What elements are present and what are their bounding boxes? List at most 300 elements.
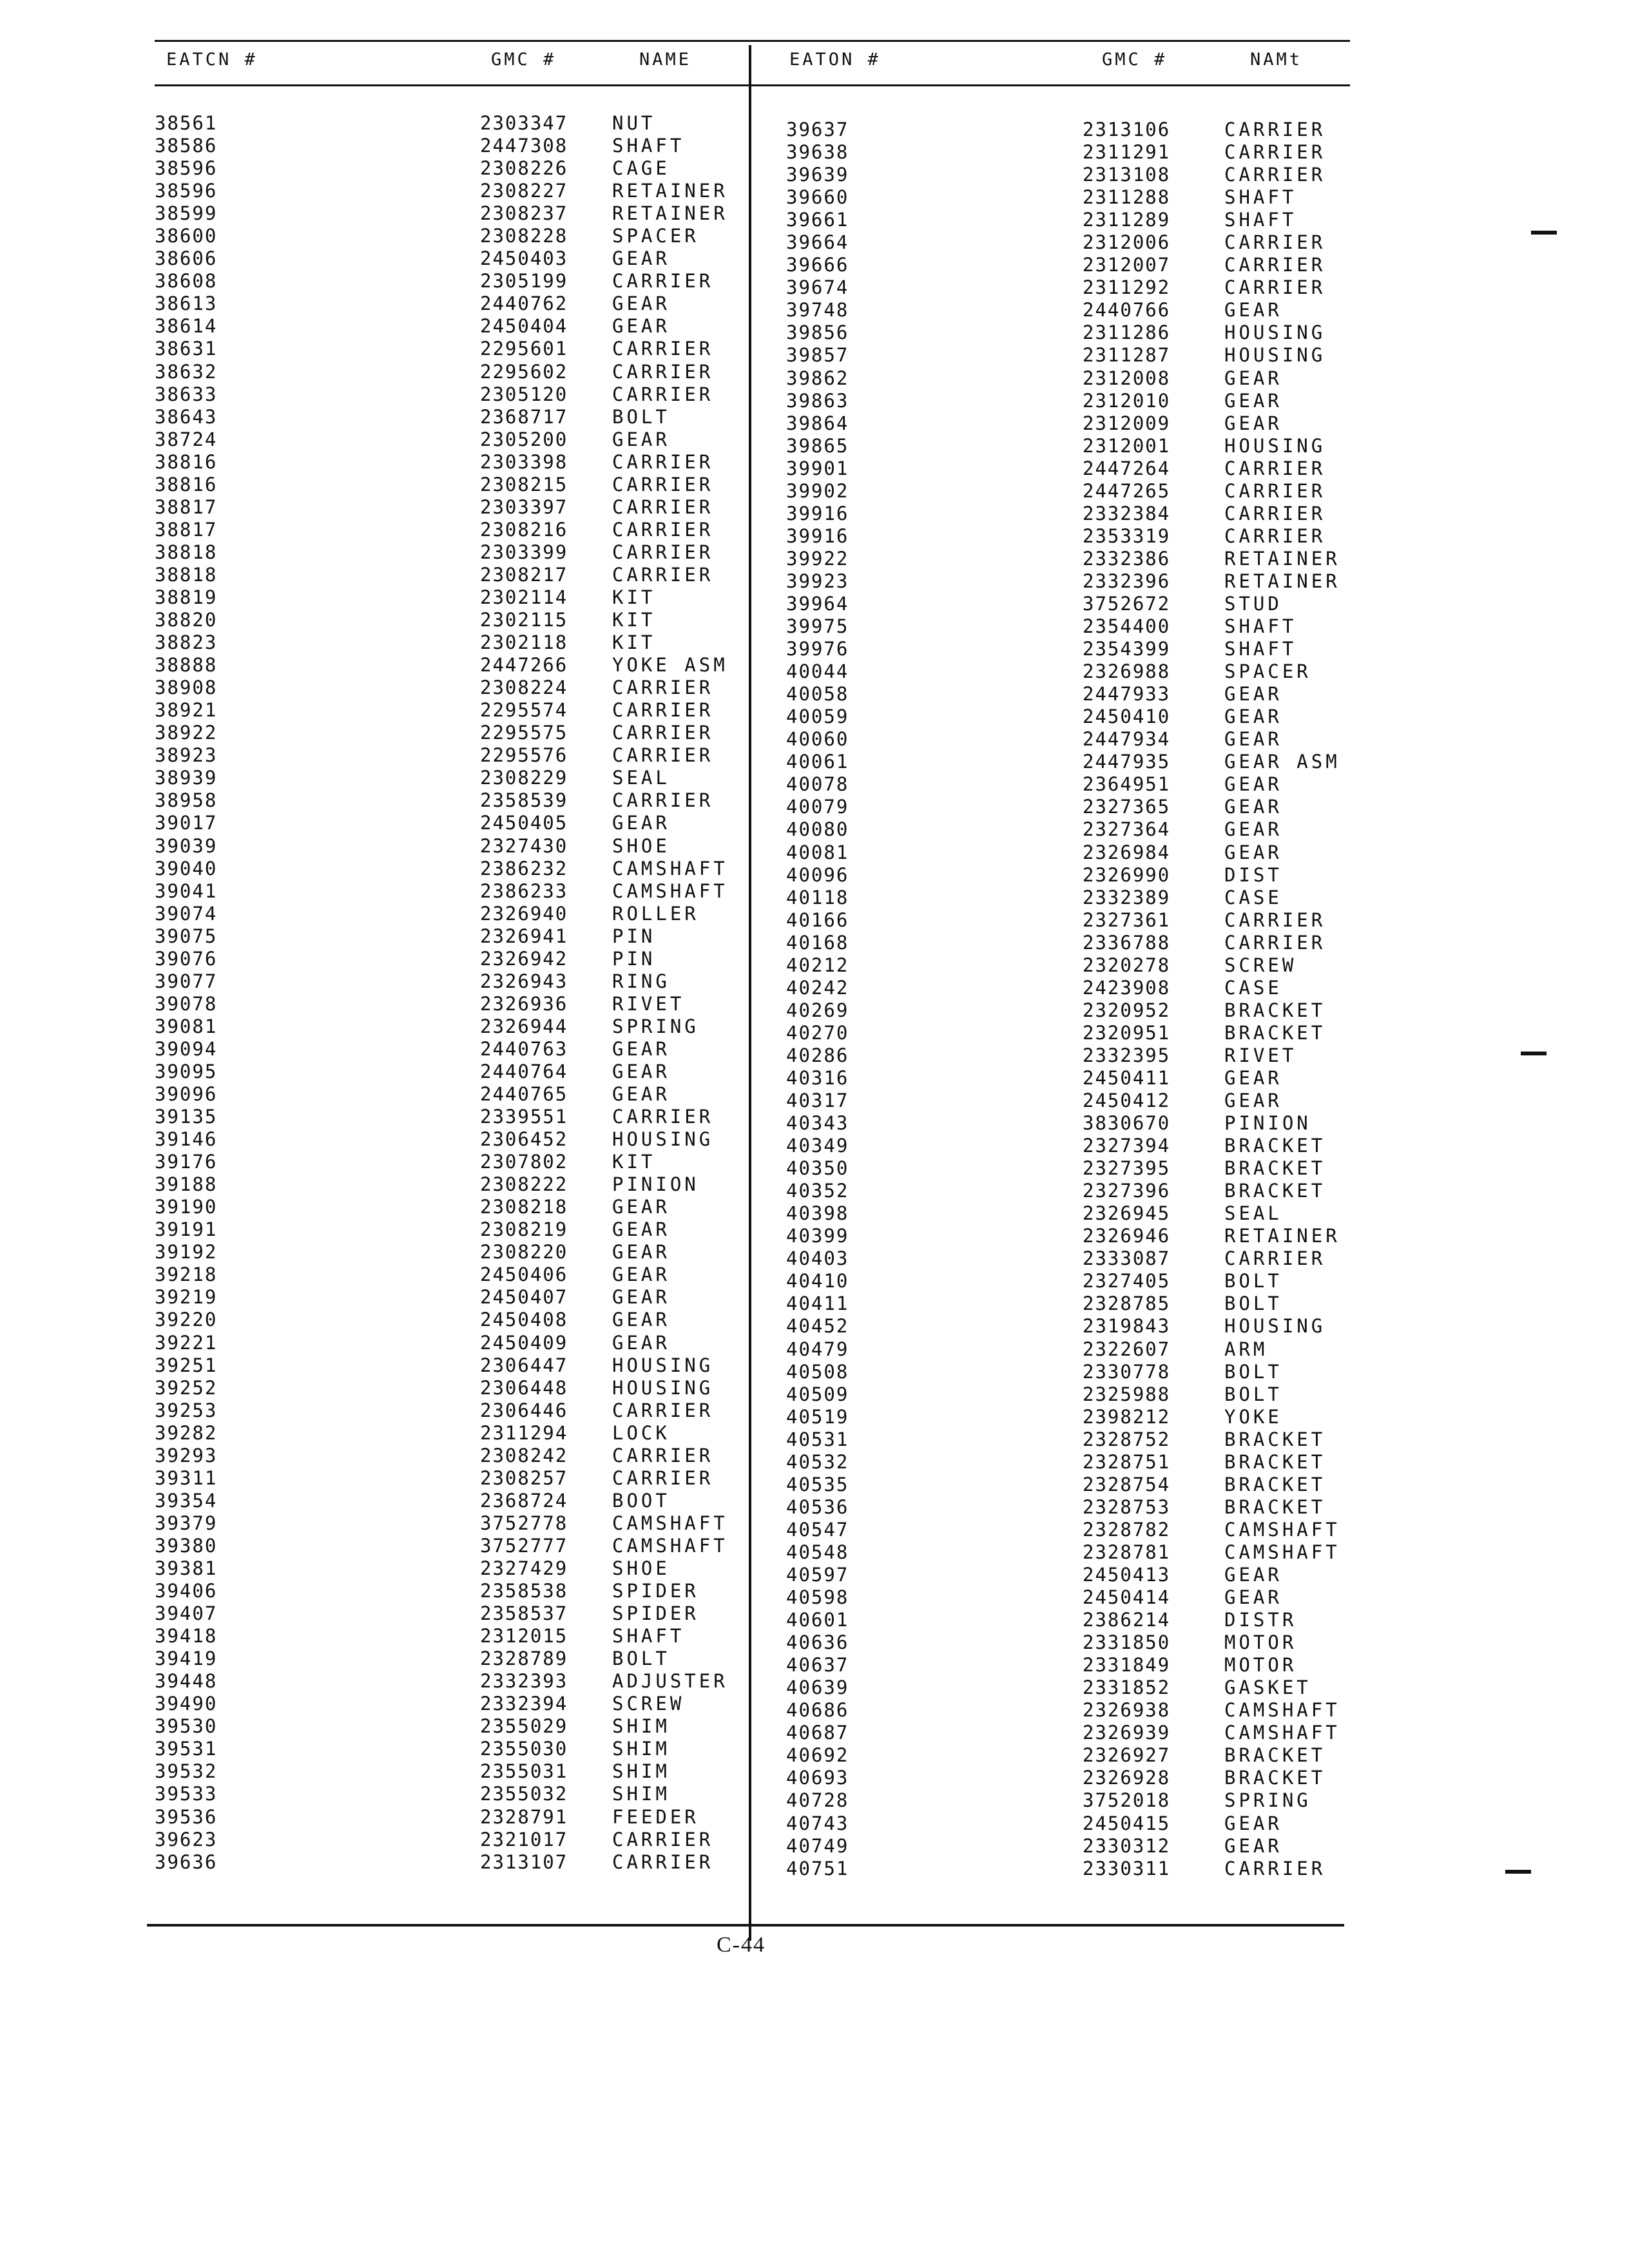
table-row (155, 1128, 757, 1151)
gmc-number: 2447265 (1083, 479, 1171, 502)
part-name: LOCK (612, 1421, 670, 1444)
table-row (155, 1648, 757, 1670)
eaton-number: 39902 (786, 479, 849, 502)
table-row (754, 119, 1350, 141)
table-row (155, 812, 757, 834)
part-name: BRACKET (1224, 1744, 1326, 1767)
gmc-number: 2358539 (480, 789, 568, 812)
gmc-number: 2331849 (1083, 1654, 1171, 1677)
part-name: SHOE (612, 1557, 670, 1579)
table-row (754, 1451, 1350, 1474)
table-row (155, 1580, 757, 1602)
gmc-number: 2328785 (1083, 1293, 1171, 1315)
eaton-number-header: EATON # (789, 50, 881, 70)
table-row (155, 1309, 757, 1331)
eaton-number: 38816 (155, 473, 218, 495)
table-row (155, 564, 757, 586)
part-name: SPACER (1224, 660, 1311, 683)
eaton-number: 39674 (786, 276, 849, 299)
table-row (155, 1602, 757, 1625)
part-name: BOLT (612, 405, 670, 428)
table-row (754, 1090, 1350, 1112)
table-row (155, 1490, 757, 1512)
gmc-number: 2326927 (1083, 1744, 1171, 1767)
table-row (754, 435, 1350, 457)
gmc-number: 2295575 (480, 722, 568, 744)
part-name: CARRIER (612, 495, 714, 518)
part-name: CARRIER (612, 541, 714, 563)
gmc-number: 2368717 (480, 405, 568, 428)
gmc-number: 2302115 (480, 609, 568, 631)
eaton-number: 39964 (786, 592, 849, 615)
gmc-number: 2305199 (480, 270, 568, 293)
part-name: YOKE (1224, 1405, 1282, 1428)
part-name: GEAR ASM (1224, 751, 1340, 773)
eaton-number: 38921 (155, 699, 218, 722)
gmc-number: 2328751 (1083, 1450, 1171, 1473)
eaton-number: 38586 (155, 135, 218, 157)
part-name: GEAR (1224, 728, 1282, 751)
table-row (155, 1038, 757, 1061)
eaton-number: 40316 (786, 1066, 849, 1089)
part-name: PINION (1224, 1112, 1311, 1135)
part-name: CARRIER (1224, 276, 1326, 299)
table-row (155, 541, 757, 564)
eaton-number: 40452 (786, 1315, 849, 1338)
table-row (754, 344, 1350, 367)
eaton-number: 40597 (786, 1564, 849, 1586)
eaton-number: 40270 (786, 1021, 849, 1044)
eaton-number: 40519 (786, 1405, 849, 1428)
table-row (754, 322, 1350, 344)
part-name: BOLT (612, 1648, 670, 1670)
gmc-number: 2450413 (1083, 1564, 1171, 1586)
part-name: GEAR (612, 1241, 670, 1264)
gmc-number: 2328752 (1083, 1428, 1171, 1450)
gmc-number: 2327395 (1083, 1157, 1171, 1180)
gmc-number: 2326944 (480, 1015, 568, 1037)
table-row (754, 796, 1350, 818)
table-row (155, 496, 757, 519)
part-name: SHAFT (1224, 615, 1297, 638)
table-row (155, 1829, 757, 1851)
table-row (754, 548, 1350, 570)
table-row (155, 744, 757, 767)
gmc-number: 2306452 (480, 1128, 568, 1151)
table-row (754, 683, 1350, 706)
eaton-number: 38643 (155, 405, 218, 428)
part-name: CAMSHAFT (612, 1534, 728, 1557)
gmc-number: 2302114 (480, 586, 568, 608)
part-name: GEAR (1224, 1586, 1282, 1609)
gmc-number: 2303399 (480, 541, 568, 563)
table-row (155, 677, 757, 699)
table-row (155, 451, 757, 474)
eaton-number: 39076 (155, 947, 218, 970)
part-name: SHIM (612, 1760, 670, 1783)
eaton-number: 39638 (786, 141, 849, 164)
part-name: CARRIER (612, 383, 714, 405)
part-name-header: NAME (639, 50, 692, 70)
eaton-number: 40060 (786, 728, 849, 751)
part-name: BOLT (1224, 1293, 1282, 1315)
part-name: CARRIER (612, 789, 714, 812)
part-name: ROLLER (612, 902, 699, 925)
gmc-number: 2312010 (1083, 389, 1171, 412)
table-row (155, 1106, 757, 1128)
gmc-number: 2303397 (480, 495, 568, 518)
table-row (155, 1241, 757, 1264)
part-name: CASE (1224, 886, 1282, 908)
table-row (754, 164, 1350, 186)
gmc-number: 2339551 (480, 1106, 568, 1128)
part-name: SHIM (612, 1738, 670, 1760)
part-name: STUD (1224, 592, 1282, 615)
part-name: CAMSHAFT (1224, 1518, 1340, 1541)
table-row (155, 1783, 757, 1805)
table-row (155, 948, 757, 970)
eaton-number: 39664 (786, 231, 849, 254)
gmc-number: 2306447 (480, 1354, 568, 1376)
gmc-number: 2332394 (480, 1693, 568, 1715)
table-row (754, 1564, 1350, 1586)
gmc-number: 2332393 (480, 1670, 568, 1693)
part-name: PIN (612, 947, 656, 970)
part-name: GEAR (612, 1083, 670, 1106)
gmc-number: 2327364 (1083, 818, 1171, 841)
eaton-number: 38958 (155, 789, 218, 812)
part-name: BRACKET (1224, 1157, 1326, 1180)
table-row (754, 1609, 1350, 1631)
gmc-number: 2328781 (1083, 1541, 1171, 1563)
part-name: KIT (612, 1151, 656, 1173)
eaton-number: 40352 (786, 1180, 849, 1202)
part-name: CAMSHAFT (1224, 1722, 1340, 1744)
eaton-number: 39039 (155, 834, 218, 857)
eaton-number: 40749 (786, 1834, 849, 1857)
part-name: ADJUSTER (612, 1670, 728, 1693)
table-row (754, 525, 1350, 548)
eaton-number: 38631 (155, 338, 218, 360)
eaton-number: 39856 (786, 322, 849, 344)
gmc-number: 2440764 (480, 1060, 568, 1082)
eaton-number: 40547 (786, 1518, 849, 1541)
table-row (155, 1557, 757, 1580)
table-row (155, 1218, 757, 1241)
part-name: SHAFT (1224, 638, 1297, 660)
eaton-number: 39094 (155, 1037, 218, 1060)
gmc-number: 2358538 (480, 1580, 568, 1602)
gmc-number: 2353319 (1083, 524, 1171, 547)
bottom-rule (147, 1924, 1344, 1927)
gmc-number: 2308227 (480, 180, 568, 202)
part-name: BRACKET (1224, 1135, 1326, 1157)
part-name: PIN (612, 925, 656, 947)
gmc-number: 2321017 (480, 1828, 568, 1850)
part-name: CARRIER (612, 1106, 714, 1128)
gmc-number: 2311287 (1083, 344, 1171, 367)
part-name: HOUSING (612, 1376, 714, 1399)
part-name: SPRING (1224, 1789, 1311, 1812)
table-row (155, 722, 757, 744)
part-name: CARRIER (612, 338, 714, 360)
part-name: GEAR (612, 812, 670, 834)
table-row (754, 254, 1350, 276)
eaton-number: 38820 (155, 609, 218, 631)
gmc-number: 3752018 (1083, 1789, 1171, 1812)
part-name: RETAINER (1224, 1225, 1340, 1247)
part-name: GEAR (1224, 796, 1282, 818)
table-row (155, 180, 757, 202)
table-row (754, 615, 1350, 638)
table-row (754, 954, 1350, 977)
table-row (754, 1112, 1350, 1135)
gmc-number: 2328753 (1083, 1495, 1171, 1518)
gmc-number: 2355032 (480, 1783, 568, 1805)
part-name: GEAR (612, 1286, 670, 1309)
table-row (754, 276, 1350, 299)
eaton-number: 40317 (786, 1090, 849, 1112)
gmc-number: 2295574 (480, 699, 568, 722)
gmc-number: 2311292 (1083, 276, 1171, 299)
gmc-number: 2450410 (1083, 706, 1171, 728)
table-row (754, 728, 1350, 751)
part-name: GEAR (612, 1264, 670, 1286)
eaton-number: 38600 (155, 225, 218, 247)
gmc-number: 2326946 (1083, 1225, 1171, 1247)
gmc-number: 2331852 (1083, 1677, 1171, 1699)
part-name: GEAR (1224, 683, 1282, 706)
eaton-number: 40242 (786, 976, 849, 999)
part-name: CARRIER (612, 473, 714, 495)
gmc-number: 2355031 (480, 1760, 568, 1783)
eaton-number: 40479 (786, 1338, 849, 1360)
gmc-number: 2450411 (1083, 1066, 1171, 1089)
table-row (155, 406, 757, 428)
eaton-number: 39661 (786, 209, 849, 231)
gmc-number: 2423908 (1083, 976, 1171, 999)
eaton-number: 39916 (786, 524, 849, 547)
table-row (754, 570, 1350, 593)
eaton-number: 38818 (155, 563, 218, 586)
table-row (155, 293, 757, 315)
gmc-number: 2308257 (480, 1466, 568, 1489)
table-row (155, 1760, 757, 1783)
gmc-number: 2447266 (480, 654, 568, 677)
part-name: SHAFT (1224, 186, 1297, 209)
eaton-number: 39865 (786, 434, 849, 457)
gmc-number: 2440766 (1083, 299, 1171, 322)
part-name: SPACER (612, 225, 699, 247)
eaton-number: 39354 (155, 1489, 218, 1512)
table-row (155, 1264, 757, 1286)
part-name: SPRING (612, 1015, 699, 1037)
eaton-number: 39081 (155, 1015, 218, 1037)
table-row (754, 1767, 1350, 1789)
part-name: SCREW (1224, 954, 1297, 976)
part-name: CARRIER (612, 1850, 714, 1873)
part-name: GEAR (612, 293, 670, 315)
margin-mark (1531, 231, 1557, 235)
part-name: CARRIER (612, 1444, 714, 1466)
part-name: PINION (612, 1173, 699, 1196)
part-name: KIT (612, 586, 656, 608)
part-name: BRACKET (1224, 1021, 1326, 1044)
table-row (754, 1270, 1350, 1293)
part-name: CARRIER (1224, 164, 1326, 186)
gmc-number: 2326990 (1083, 863, 1171, 886)
gmc-number: 2327394 (1083, 1135, 1171, 1157)
eaton-number: 39639 (786, 164, 849, 186)
gmc-number: 2326936 (480, 992, 568, 1015)
eaton-number: 40532 (786, 1450, 849, 1473)
eaton-number: 40637 (786, 1654, 849, 1677)
table-row (155, 1693, 757, 1715)
part-name: GEAR (612, 247, 670, 270)
eaton-number-header: EATCN # (166, 50, 258, 70)
table-row (754, 977, 1350, 999)
eaton-number: 39381 (155, 1557, 218, 1579)
part-name: ARM (1224, 1338, 1268, 1360)
table-row (155, 1806, 757, 1829)
part-name: CARRIER (1224, 931, 1326, 954)
part-name: SEAL (612, 767, 670, 789)
gmc-number: 2326941 (480, 925, 568, 947)
part-name: FEEDER (612, 1805, 699, 1828)
eaton-number: 38939 (155, 767, 218, 789)
eaton-number: 40601 (786, 1609, 849, 1631)
part-name: CARRIER (612, 270, 714, 293)
part-name: CARRIER (1224, 457, 1326, 479)
gmc-number: 2308216 (480, 518, 568, 541)
part-name: CAMSHAFT (1224, 1541, 1340, 1563)
part-name: GEAR (1224, 1066, 1282, 1089)
part-name: BRACKET (1224, 1473, 1326, 1495)
table-row (155, 1851, 757, 1874)
gmc-number: 2308222 (480, 1173, 568, 1196)
table-row (754, 999, 1350, 1022)
gmc-number: 2308219 (480, 1218, 568, 1241)
table-row (754, 1541, 1350, 1564)
table-row (155, 157, 757, 180)
gmc-number: 2326984 (1083, 841, 1171, 863)
eaton-number: 39922 (786, 547, 849, 570)
part-name: GEAR (1224, 412, 1282, 434)
eaton-number: 39379 (155, 1512, 218, 1534)
eaton-number: 39748 (786, 299, 849, 322)
eaton-number: 38816 (155, 450, 218, 473)
right-parts-table (754, 40, 1350, 1929)
eaton-number: 39293 (155, 1444, 218, 1466)
eaton-number: 40687 (786, 1722, 849, 1744)
table-row (155, 586, 757, 609)
table-row (754, 706, 1350, 728)
part-name: CARRIER (612, 744, 714, 767)
table-row (155, 925, 757, 948)
eaton-number: 38724 (155, 428, 218, 450)
eaton-number: 39916 (786, 502, 849, 524)
table-row (754, 480, 1350, 503)
table-row (754, 1654, 1350, 1677)
table-row (754, 1835, 1350, 1858)
part-name: KIT (612, 631, 656, 654)
eaton-number: 39407 (155, 1602, 218, 1625)
gmc-number: 2308226 (480, 157, 568, 180)
gmc-number: 2450412 (1083, 1090, 1171, 1112)
part-name: CARRIER (1224, 119, 1326, 140)
table-row (754, 593, 1350, 615)
table-row (754, 1067, 1350, 1090)
table-row (754, 1744, 1350, 1767)
part-name: RIVET (612, 992, 685, 1015)
gmc-number: 2332396 (1083, 570, 1171, 592)
part-name: BRACKET (1224, 1180, 1326, 1202)
gmc-number: 2368724 (480, 1489, 568, 1512)
part-name: GEAR (612, 1196, 670, 1218)
eaton-number: 38823 (155, 631, 218, 654)
right-table-body (754, 119, 1350, 1880)
part-name: RETAINER (1224, 570, 1340, 592)
table-row (155, 1535, 757, 1557)
gmc-number: 2303398 (480, 450, 568, 473)
eaton-number: 39077 (155, 970, 218, 992)
part-name: CARRIER (612, 722, 714, 744)
part-name: CARRIER (1224, 254, 1326, 276)
eaton-number: 40269 (786, 999, 849, 1021)
gmc-number: 2336788 (1083, 931, 1171, 954)
part-name: SHAFT (612, 1625, 685, 1648)
gmc-number: 2330311 (1083, 1857, 1171, 1879)
gmc-number: 2332384 (1083, 502, 1171, 524)
table-row (754, 1428, 1350, 1451)
table-row (754, 1631, 1350, 1654)
eaton-number: 39191 (155, 1218, 218, 1241)
part-name: BOLT (1224, 1383, 1282, 1405)
gmc-number: 2332386 (1083, 547, 1171, 570)
gmc-number: 2440765 (480, 1083, 568, 1106)
gmc-number: 2386232 (480, 857, 568, 879)
gmc-number: 2306446 (480, 1399, 568, 1421)
gmc-number: 2313107 (480, 1850, 568, 1873)
gmc-number: 2450405 (480, 812, 568, 834)
eaton-number: 39221 (155, 1331, 218, 1354)
left-parts-table (155, 40, 757, 1929)
part-name: RETAINER (612, 180, 728, 202)
gmc-number: 2308229 (480, 767, 568, 789)
gmc-number: 2311286 (1083, 322, 1171, 344)
eaton-number: 40118 (786, 886, 849, 908)
table-row (754, 1180, 1350, 1202)
page-number: C-44 (717, 1933, 766, 1957)
table-row (155, 835, 757, 858)
part-name: GEAR (612, 1331, 670, 1354)
part-name: CARRIER (1224, 141, 1326, 164)
part-name: CARRIER (1224, 231, 1326, 254)
table-row (754, 457, 1350, 480)
gmc-number: 2450414 (1083, 1586, 1171, 1609)
eaton-number: 39146 (155, 1128, 218, 1151)
eaton-number: 40398 (786, 1202, 849, 1225)
gmc-number: 2398212 (1083, 1405, 1171, 1428)
table-row (754, 1699, 1350, 1722)
table-row (155, 1354, 757, 1377)
part-name: GEAR (612, 1218, 670, 1241)
part-name: GEAR (1224, 1834, 1282, 1857)
table-row (754, 864, 1350, 887)
gmc-number: 2308224 (480, 677, 568, 699)
gmc-number: 2450407 (480, 1286, 568, 1309)
table-row (155, 767, 757, 789)
